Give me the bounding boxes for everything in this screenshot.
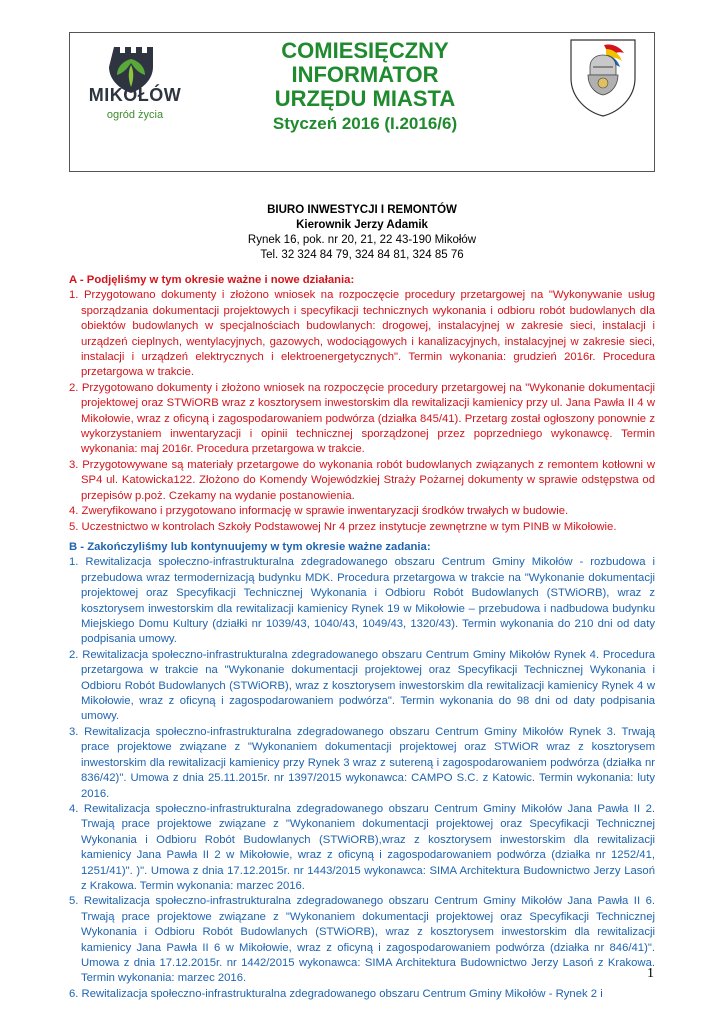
section-a-item: 2. Przygotowano dokumenty i złożono wniosek na rozpoczęcie procedury przetargowej na "Wykonanie dokumentacji projektowej oraz STWiORB wraz z kosztorysem inwestorskim dla rewitalizacji kamienicy przy ul. Jana Pawła II 4 w Mikołowie, wraz z oficyną i zagospodarowaniem podwórza (działka 845/41). Przetarg został ogłoszony ponownie z wykorzystaniem inwentaryzacji i opinii technicznej sporządzonej przez poprzedniego wykonawcę. Termin wykonania: maj 2016r. Procedura przetargowa w trakcie. [69,381,655,456]
issue-date: Styczeń 2016 (I.2016/6) [272,114,458,133]
section-a [69,273,655,535]
department-name: BIURO INWESTYCJI I REMONTÓW [267,204,457,216]
section-b-item: 3. Rewitalizacja społeczno-infrastrukturalna zdegradowanego obszaru Centrum Gminy Mikołów Rynek 3. Trwają prace projektowe związane z "Wykonaniem dokumentacji projektowej oraz STWiOR wraz z kosztorysem inwestorskim dla rewitalizacji kamienicy przy Rynek 3 wraz z sutereną i zagospodarowaniem podwórza (działka nr 836/42)". Umowa z dnia 25.11.2015r. nr 1397/2015 wykonawca: CAMPO S.C. z Katowic. Termin wykonania: luty 2016. [69,725,655,800]
logo-tagline: ogród życia [106,109,164,121]
section-b-item: 4. Rewitalizacja społeczno-infrastrukturalna zdegradowanego obszaru Centrum Gminy Mikołów Jana Pawła II 2. Trwają prace projektowe związane z "Wykonaniem dokumentacji projektowej oraz Specyfikacji Technicznej Wykonania i Odbioru Robót Budowlanych (STWiORB),wraz z kosztorysem inwestorskim dla rewitalizacji kamienicy Jana Pawła II 2 w Mikołowie, wraz z oficyną i zagospodarowaniem podwórza (działka nr 1252/41, 1251/41)". )". Umowa z dnia 17.12.2015r. nr 1443/2015 wykonawca: SIMA Architektura Budownictwo Jerzy Lasoń z Krakowa. Termin wykonania: marzec 2016. [69,802,655,892]
department-phone: Tel. 32 324 84 79, 324 84 81, 324 85 76 [260,249,464,261]
section-b-item: 5. Rewitalizacja społeczno-infrastrukturalna zdegradowanego obszaru Centrum Gminy Mikołów Jana Pawła II 6. Trwają prace projektowe związane z "Wykonaniem dokumentacji projektowej oraz Specyfikacji Technicznej Wykonania i Odbioru Robót Budowlanych (STWiORB), wraz z kosztorysem inwestorskim dla rewitalizacji kamienicy Jana Pawła II 6 w Mikołowie, wraz z oficyną i zagospodarowaniem podwórza (działka nr 846/41)". Umowa z dnia 17.12.2015r. nr 1442/2015 wykonawca: SIMA Architektura Budownictwo Jerzy Lasoń z Krakowa. Termin wykonania: marzec 2016. [69,895,655,985]
coat-of-arms-icon [568,37,638,119]
section-b-item: 1. Rewitalizacja społeczno-infrastrukturalna zdegradowanego obszaru Centrum Gminy Mikołów - rozbudowa i przebudowa wraz termodernizacją budynku MDK. Procedura przetargowa w trakcie na "Wykonanie dokumentacji projektowej oraz Specyfikacji Technicznej Wykonania i Odbioru Robót Budowlanych (STWiORB), wraz z kosztorysem inwestorskim dla rewitalizacji kamienicy Rynek 19 w Mikołowie – przebudowa i nadbudowa budynku Miejskiego Domu Kultury (działki nr 1039/43, 1040/43, 1049/43, 1320/43). Termin wykonania do 210 dni od daty podpisania umowy. [69,556,655,646]
section-a-item: 4. Zweryfikowano i przygotowano informację w sprawie inwentaryzacji środków trwałych w budowie. [69,505,569,518]
title-line-3: URZĘDU MIASTA [274,86,456,111]
page-number: 1 [647,966,654,981]
section-a-heading: A - Podjęliśmy w tym okresie ważne i nowe działania: [69,274,355,286]
section-a-item: 1. Przygotowano dokumenty i złożono wniosek na rozpoczęcie procedury przetargowej na "Wykonywanie usług sporządzania dokumentacji projektowych i specyfikacji technicznych wykonania i odbioru robót budowlanych dla obiektów budowlanych w specjalnościach budowlanych: drogowej, instalacyjnej w zakresie sieci, instalacji i urządzeń cieplnych, wentylacyjnych, gazowych, wodociągowych i kanalizacyjnych, instalacyjnej w zakresie sieci, instalacji i urządzeń elektrycznych i elektroenergetycznych". Termin wykonania: grudzień 2016r. Procedura przetargowa w trakcie. [69,289,655,379]
section-a-item: 3. Przygotowywane są materiały przetargowe do wykonania robót budowlanych związanych z remontem kotłowni w SP4 ul. Katowicka122. Złożono do Komendy Wojewódzkiej Straży Pożarnej dokumenty w sprawie odstępstwa od przepisów p.poż. Czekamy na wydanie postanowienia. [69,458,655,502]
title-line-2: INFORMATOR [291,62,439,87]
section-a-item: 5. Uczestnictwo w kontrolach Szkoły Podstawowej Nr 4 przez instytucje zewnętrzne w tym PINB w Mikołowie. [69,520,617,533]
department-head: Kierownik Jerzy Adamik [296,219,428,231]
section-b [69,540,655,1002]
department-address: Rynek 16, pok. nr 20, 21, 22 43-190 Mikołów [247,234,477,246]
logo-wordmark: MIKOŁÓW [88,85,182,105]
title-line-1: COMIESIĘCZNY [281,38,449,63]
section-b-heading: B - Zakończyliśmy lub kontynuujemy w tym okresie ważne zadania: [69,541,431,553]
department-info [69,203,655,263]
header-box [69,32,655,172]
document-title [220,39,510,135]
section-b-item: 6. Rewitalizacja społeczno-infrastrukturalna zdegradowanego obszaru Centrum Gminy Mikołów - Rynek 2 i [69,987,603,1000]
section-b-item: 2. Rewitalizacja społeczno-infrastrukturalna zdegradowanego obszaru Centrum Gminy Mikołów Rynek 4. Procedura przetargowa w trakcie na "Wykonanie dokumentacji projektowej oraz Specyfikacji Technicznej Wykonania i Odbioru Robót Budowlanych (STWiORB), wraz z kosztorysem inwestorskim dla rewitalizacji kamienicy Rynek 4 w Mikołowie, wraz z oficyną i zagospodarowaniem podwórza". Termin wykonania do 98 dni od daty podpisania umowy. [69,648,655,723]
